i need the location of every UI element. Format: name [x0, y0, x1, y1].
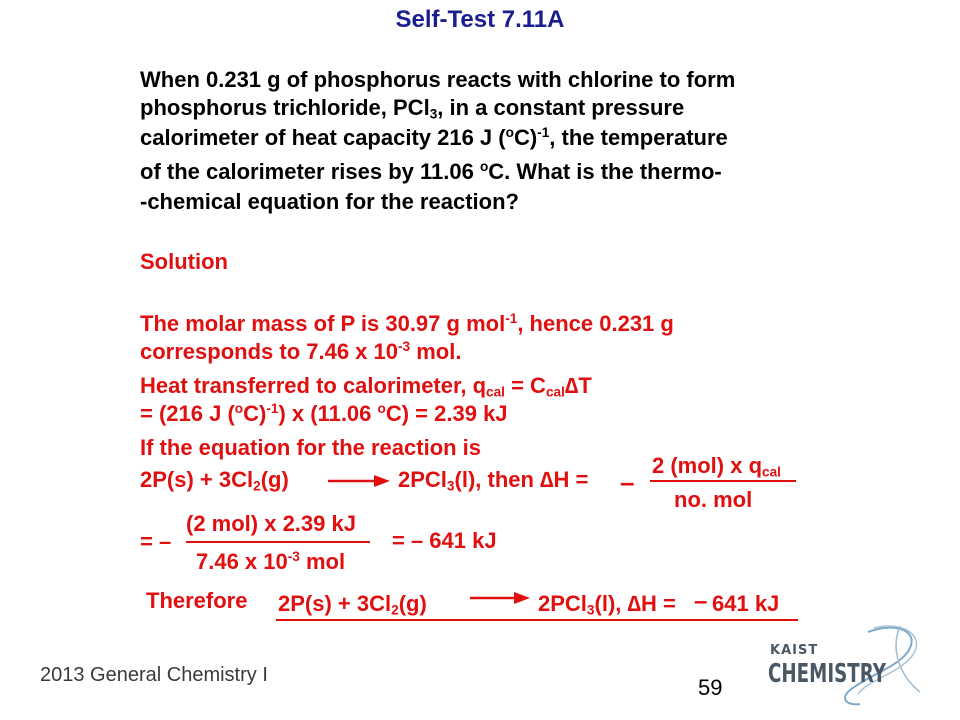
solution-line-5: If the equation for the reaction is: [140, 435, 482, 460]
fraction-1-numerator: 2 (mol) x $q_{cal}$: [652, 453, 781, 480]
question-line-2: phosphorus trichloride, PCl$_3$, in a constant pressure: [140, 95, 685, 122]
slide-title: Self-Test 7.11A: [395, 6, 565, 33]
fraction-2-denominator: 7.46 x $10^{-3}$ mol: [196, 548, 346, 574]
fraction-2-bar: [186, 541, 370, 543]
question-line-3: calorimeter of heat capacity 216 J $(^oC)^{-1}$, the temperature: [140, 124, 728, 150]
equation-1-products: 2PCl$_3$(l), then ∆H =: [398, 467, 589, 494]
therefore-label: Therefore: [146, 588, 248, 613]
solution-line-3: Heat transferred to calorimeter, $q_{cal} = C_{cal}\Delta T$: [140, 373, 592, 400]
logo-kaist-text: KAIST: [770, 643, 819, 658]
equation-3-minus: –: [694, 588, 708, 615]
reaction-arrow-2: [470, 591, 530, 605]
solution-line-1: The molar mass of P is 30.97 g mol$^{-1}$, hence 0.231 g: [140, 310, 674, 336]
equation-1-minus: –: [620, 467, 635, 497]
equation-3-reactants: $2P(s) + 3Cl_2(g)$: [278, 591, 427, 618]
fraction-1-bar: [650, 480, 796, 482]
equation-2-result: = – 641 kJ: [392, 528, 497, 553]
fraction-1-denominator: no. mol: [674, 487, 753, 512]
equation-2-prefix: = –: [140, 529, 172, 554]
solution-line-2: corresponds to 7.46 x $10^{-3}$ mol.: [140, 338, 462, 364]
question-line-4: of the calorimeter rises by 11.06 $^o$C. What is the thermo-: [140, 158, 722, 184]
course-footer: 2013 General Chemistry I: [40, 664, 268, 686]
logo-chemistry-text: CHEMISTRY: [768, 659, 887, 689]
fraction-2-numerator: (2 mol) x 2.39 kJ: [186, 511, 356, 536]
question-line-1: When 0.231 g of phosphorus reacts with chlorine to form: [140, 67, 736, 92]
equation-1-reactants: $2P(s) + 3Cl_2(g)$: [140, 467, 289, 494]
equation-3-value: 641 kJ: [712, 591, 780, 616]
solution-heading: Solution: [140, 249, 228, 274]
question-line-5: -chemical equation for the reaction?: [140, 189, 519, 214]
page-number: 59: [698, 675, 723, 700]
kaist-chemistry-logo: [750, 620, 930, 710]
equation-3-products: 2PCl$_3$(l), ∆H =: [538, 591, 676, 618]
solution-line-4: = (216 J $(^oC)^{-1}$) x (11.06 $^o$C) = 2.39 kJ: [140, 400, 508, 426]
final-answer-underline: [276, 619, 798, 621]
reaction-arrow-1: [328, 474, 390, 488]
